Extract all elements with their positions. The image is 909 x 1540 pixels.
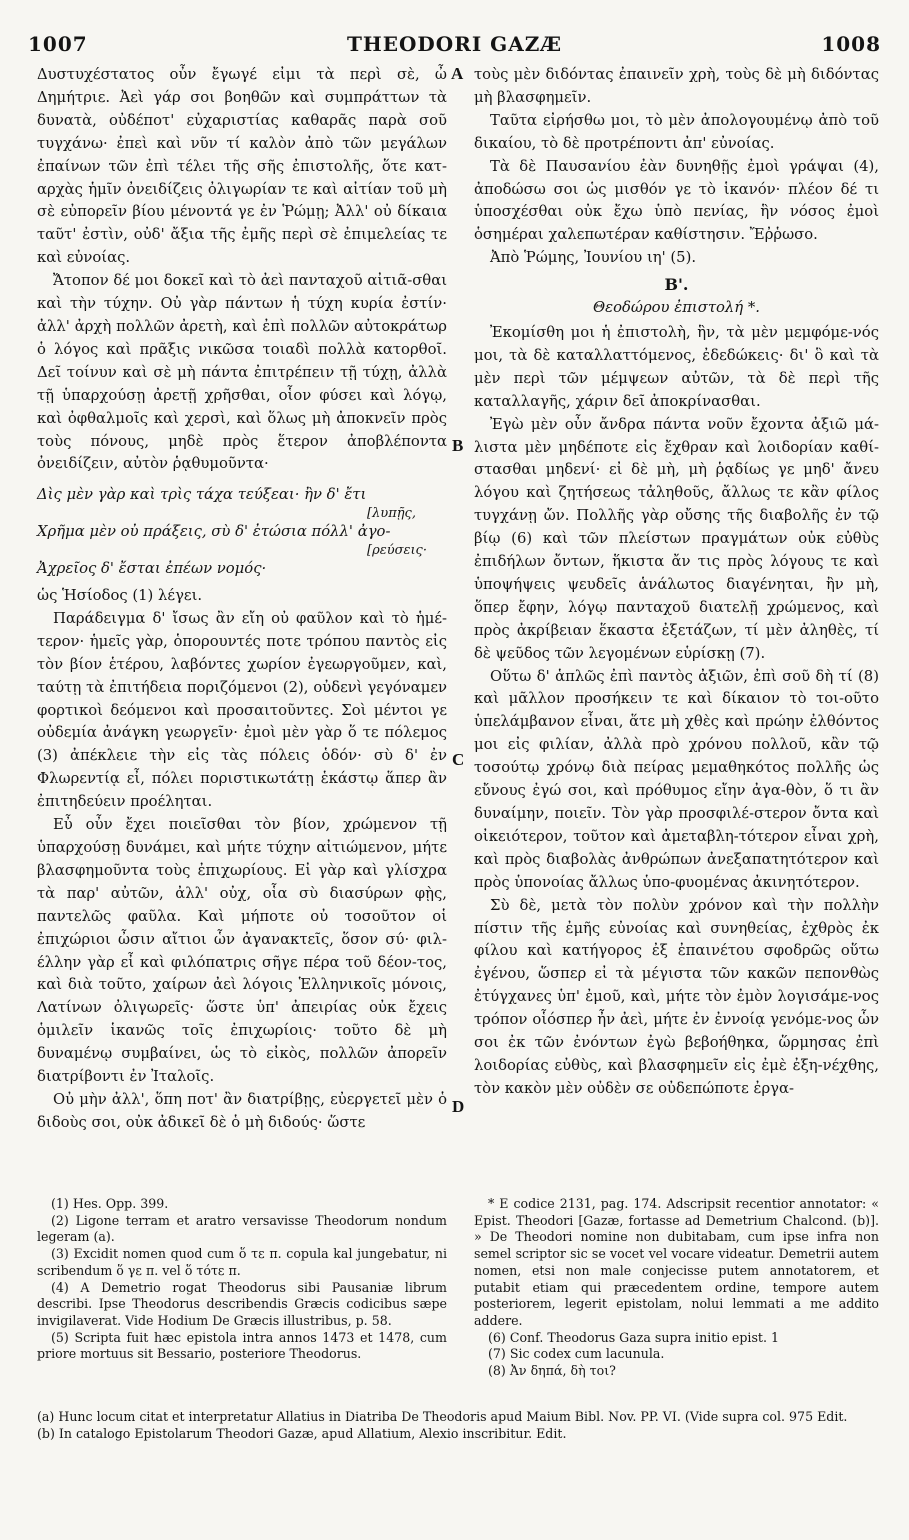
verse-line-3: Ἀχρεῖος δ' ἔσται ἐπέων νομός· [37, 560, 267, 578]
verse-side-2: [ρεύσεις· [367, 543, 427, 559]
footnote-5: (5) Scripta fuit hæc epistola intra annos 1473 et 1478, cum priore mortuus sit Bessario, posteriore Theodorus. [37, 1329, 447, 1362]
running-title: THEODORI GAZÆ [346, 32, 563, 56]
left-paragraph-5: Εὖ οὖν ἔχει ποιεῖσθαι τὸν βίον, χρώμενον τῇ ὑπαρχούσῃ δυνάμει, καὶ μήτε τύχην αἰτιώμενον, μήτε βλασφημοῦντα τοὺς ἐπιχωρίους. Εἰ γὰρ καὶ γλίσχρα τὰ παρ' αὐτῶν, ἀλλ' οὐχ, οἷα σὺ διασύρων φῂς, παντελῶς φαῦλα. Καὶ μήποτε οὐ τοσοῦτον οἱ ἐπιχώριοι ὦσιν αἴτιοι ὧν ἀγανακτεῖς, ὅσον σύ· φιλ-έλλην γὰρ εἶ καὶ φιλόπατρις σῆγε πέρα τοῦ δέον-τος, καὶ διὰ τοῦτο, χαίρων ἀεὶ λόγοις Ἑλληνικοῖς μόνοις, Λατίνων ὀλιγωρεῖς· ὥστε ὑπ' ἀπειρίας οὐκ ἔχεις ὁμιλεῖν ἱκανῶς τοῖς ἐπιχωρίοις· τοῦτο δὲ μὴ δυναμένῳ συμβαίνει, ὡς τὸ εἰκὸς, πολλῶν ἀπορεῖν διατρίβοντι ἐν Ἰταλοῖς. [37, 816, 447, 1086]
page-number-left: 1007 [28, 32, 88, 56]
margin-letter-a: A [451, 64, 464, 83]
right-paragraph-5: Ἐκομίσθη μοι ἡ ἐπιστολὴ, ἣν, τὰ μὲν μεμφόμε-νός μοι, τὰ δὲ καταλλαττόμενος, ἐδεδώκεις· δι' ὃ καὶ τὰ μὲν περὶ τῶν μέμψεων αὐτῶν, τὰ δὲ περὶ τῆς καταλλαγῆς, χάριν δεῖ ἀποκρίνασθαι. [474, 323, 879, 410]
verse-line-1: Δὶς μὲν γὰρ καὶ τρὶς τάχα τεύξεαι· ἢν δ' ἔτι [37, 486, 367, 504]
footnote-7: (7) Sic codex cum lacunula. [488, 1346, 665, 1362]
page-header [28, 26, 881, 56]
footnotes-left [37, 1196, 447, 1363]
footnote-1: (1) Hes. Opp. 399. [51, 1196, 169, 1211]
page-number-right: 1008 [821, 32, 881, 56]
right-paragraph-6: Ἐγὼ μὲν οὖν ἄνδρα πάντα νοῦν ἔχοντα ἀξιῶ μά-λιστα μὲν μηδέποτε εἰς ἔχθραν καὶ λοιδορίαν καθί-στασθαι μηδενί· εἰ δὲ μὴ, μὴ ῥᾳδίως γε μηδ' ἄνευ λόγου καὶ ζητήσεως τἀληθοῦς, ἄλλως τε κἂν φίλος τυγχάνῃ ὤν. Πολλῆς γὰρ οὔσης τῆς διαβολῆς ἐν τῷ βίῳ (6) καὶ τῶν πλείστων πραγμάτων οὐκ εὐθὺς ἐπιδήλων ὄντων, ἥκιστα ἄν τις πρὸς λόγους τε καὶ ὑποψήψεις ψευδεῖς ἁνάλωτος διαγένηται, ἢν μὴ, ὅπερ ἔφην, λόγῳ πανταχοῦ διατελῇ χρώμενος, καὶ πρὸς ἀκρίβειαν ἕκαστα ἐξετάζων, τί μὲν ἀληθὲς, τί δὲ ψεῦδος τῶν λεγομένων εὑρίσκῃ (7). [474, 415, 879, 662]
left-paragraph-6: Οὐ μὴν ἀλλ', ὅπη ποτ' ἂν διατρίβῃς, εὐεργετεῖ μὲν ὁ διδοὺς σοι, οὐκ ἀδικεῖ δὲ ὁ μὴ διδούς· ὥστε [37, 1090, 447, 1131]
footnote-3: (3) Excidit nomen quod cum ὅ τε π. copula kal jungebatur, ni scribendum ὅ γε π. vel ὅ τότε π. [37, 1246, 447, 1278]
right-paragraph-4: Ἀπὸ Ῥώμης, Ἰουνίου ιη' (5). [490, 249, 697, 267]
hesiod-verse [37, 484, 447, 581]
editor-note-a: (a) Hunc locum citat et interpretatur Allatius in Diatriba De Theodoris apud Maium Bibl. Nov. PP. VI. (Vide supra col. 975 Edit. [37, 1409, 848, 1424]
left-paragraph-3: ὡς Ἡσίοδος (1) λέγει. [37, 587, 203, 605]
right-paragraph-3: Τὰ δὲ Παυσανίου ἐὰν δυνηθῇς ἐμοὶ γράψαι (4), ἀποδώσω σοι ὡς μισθόν γε τὸ ἱκανόν· πλέον δέ τι ὑποσχέσθαι οὐκ ἔχω ὑπὸ πενίας, ἣν νόσος ἐμοὶ ὁσημέραι χαλεπωτέραν καθίστησιν. Ἔῤῥωσο. [474, 157, 879, 244]
left-column [37, 64, 447, 1135]
left-paragraph-1: Δυστυχέστατος οὖν ἔγωγέ εἰμι τὰ περὶ σὲ, ὦ Δημήτριε. Ἀεὶ γάρ σοι βοηθῶν καὶ συμπράττων τὰ δυνατὰ, οὐδέποτ' εὐχαριστίας καθαρᾶς παρὰ σοῦ τυγχάνω· ἐπεὶ καὶ νῦν τί καλὸν ἀπὸ τῶν μεγάλων ἐπαίνων τῶν ἐπὶ τέλει τῆς σῆς ἐπιστολῆς, ὅτε κατ-αρχὰς ἡμῖν ὀνειδίζεις ὀλιγωρίαν τε καὶ αἰτίαν τοῦ μὴ σὲ εὐπορεῖν βίου μένοντά γε ἐν Ῥώμῃ; Ἀλλ' οὐ δίκαια ταῦτ' ἐστὶν, οὐδ' ἄξια τῆς ἐμῆς περὶ σὲ ἐπιμελείας τε καὶ εὐνοίας. [37, 66, 447, 267]
footnote-2: (2) Ligone terram et aratro versavisse Theodorum nondum legeram (a). [37, 1212, 447, 1245]
right-paragraph-7: Οὕτω δ' ἁπλῶς ἐπὶ παντὸς ἀξιῶν, ἐπὶ σοῦ δὴ τί (8) καὶ μᾶλλον προσήκειν τε καὶ δίκαιον τὸ τοι-οῦτο ὑπελάμβανον εἶναι, ἅτε μὴ χθὲς καὶ πρώην ἐλθόντος μοι εἰς φιλίαν, ἀλλὰ πρὸ χρόνου πολλοῦ, κἂν τῷ τοσούτῳ χρόνῳ διὰ πείρας μεμαθηκότος πολλῆς ὡς εὔνους ἐγώ σοι, καὶ πρόθυμος εἴην ἀγα-θὸν, ὅ τι ἂν δυναίμην, ποιεῖν. Τὸν γὰρ προσφιλέ-στερον ὄντα καὶ οἰκειότερον, τοῦτον καὶ ἀμεταβλη-τότερον εἶναι χρὴ, καὶ πρὸς διαβολὰς ἀνθρώπων ἀνεξαπατητότερον καὶ πρὸς ὑπονοίας ἄλλως ὑπο-φυομένας ἀκινητότερον. [474, 667, 879, 891]
verse-side-1: [λυπῇς, [367, 506, 416, 522]
verse-line-2: Χρῆμα μὲν οὐ πράξεις, σὺ δ' ἐτώσια πόλλ' ἀγο- [37, 523, 391, 541]
footnote-6: (6) Conf. Theodorus Gaza supra initio epist. 1 [488, 1329, 779, 1345]
letter-number: B'. [664, 275, 689, 295]
right-column [474, 64, 879, 1101]
footnote-star: * E codice 2131, pag. 174. Adscripsit recentior annotator: « Epist. Theodori [Gazæ, fortasse ad Demetrium Chalcond. (b)]. » De Theodori nomine non dubitabam, cum ipse infra non semel scriptor sic se vocet vel vocare videatur. Demetrii autem nomen, etsi non male conjecisse putem annotatorem, et putabit etiam qui præcedentem ordine, tempore autem posteriorem, legerit epistolam, nolui lemmati a me addito addere. [474, 1196, 879, 1328]
editor-note-b: (b) In catalogo Epistolarum Theodori Gazæ, apud Allatium, Alexio inscribitur. Edit. [37, 1426, 567, 1441]
margin-letter-d: D [452, 1097, 465, 1116]
left-paragraph-4: Παράδειγμα δ' ἴσως ἂν εἴη οὐ φαῦλον καὶ τὸ ἡμέ-τερον· ἡμεῖς γὰρ, ὁπορουντές ποτε τρόπου παντὸς εἰς τὸν βίον ἑτέρου, λαβόντες χωρίον ἐγεωργοῦμεν, καὶ, ταύτῃ τὰ ἐπιτήδεια ποριζόμενοι (2), οὐδενὶ γεγόναμεν φορτικοὶ δεόμενοι καὶ προσαιτοῦντες. Σοὶ μέντοι γε οὐδεμία ἀνάγκη γεωργεῖν· ἐμοὶ μὲν γὰρ ὅ τε πόλεμος (3) ἀπέκλειε τὴν εἰς τὰς πόλεις ὁδόν· σὺ δ' ἐν Φλωρεντίᾳ εἶ, πόλει ποριστικωτάτῃ ἑκάστῳ ἅπερ ἂν ἐπιτηδεύειν προέληται. [37, 609, 447, 811]
footnote-4: (4) A Demetrio rogat Theodorus sibi Pausaniæ librum describi. Ipse Theodorus describendis Græcis codicibus sæpe invigilaverat. Vide Hodium De Græcis illustribus, p. 58. [37, 1279, 447, 1328]
margin-letter-c: C [452, 750, 465, 769]
footnotes-right [474, 1196, 879, 1380]
editor-notes [37, 1408, 879, 1442]
left-paragraph-2: Ἄτοπον δέ μοι δοκεῖ καὶ τὸ ἀεὶ πανταχοῦ αἰτιᾶ-σθαι καὶ τὴν τύχην. Οὐ γὰρ πάντων ἡ τύχη κυρία ἐστίν· ἀλλ' ἀρχὴ πολλῶν ἀρετὴ, καὶ ἐπὶ πολλῶν αὐτοκράτωρ ὁ λόγος καὶ πρᾶξις νικῶσα τοιαδὶ πολλὰ κατορθοῖ. Δεῖ τοίνυν καὶ σὲ μὴ πάντα ἐπιτρέπειν τῇ τύχῃ, ἀλλὰ τῇ ὑπαρχούσῃ ἀρετῇ χρῆσθαι, οἷον φύσει καὶ λόγῳ, καὶ ὀφθαλμοῖς καὶ χερσὶ, καὶ ὅλως μὴ ἀποκνεῖν πρὸς τοὺς πόνους, μηδὲ πρὸς ἕτερον ἀποβλέποντα ὀνειδίζειν, αὐτὸν ῥᾳθυμοῦντα· [37, 272, 447, 473]
footnote-8: (8) Ἀν δηπά, δὴ τοι? [488, 1363, 616, 1379]
letter-title: Θεοδώρου ἐπιστολή *. [593, 299, 760, 317]
right-paragraph-2: Ταῦτα εἰρήσθω μοι, τὸ μὲν ἀπολογουμένῳ ἀπὸ τοῦ δικαίου, τὸ δὲ προτρέποντι ἀπ' εὐνοίας. [474, 111, 879, 152]
right-paragraph-8: Σὺ δὲ, μετὰ τὸν πολὺν χρόνον καὶ τὴν πολλὴν πίστιν τῆς ἐμῆς εὐνοίας καὶ συνηθείας, ἐχθρὸς ἐκ φίλου καὶ κατήγορος ἐξ ἐπαινέτου σφοδρῶς οὕτω ἐγένου, ὥσπερ εἰ τὰ μέγιστα τῶν κακῶν πεπονθὼς ἐτύγχανες ὑπ' ἐμοῦ, καὶ, μήτε τὸν ἐμὸν λογισάμε-νος τρόπον οἷόσπερ ἦν ἀεὶ, μήτε ἐν ἐννοίᾳ γενόμε-νος ὧν σοι ἐκ τῶν ἐνόντων ἐγὼ βεβοήθηκα, ὥρμησας ἐπὶ λοιδορίας εὐθὺς, καὶ βλασφημεῖν εἰς ἐμὲ ἐξη-νέχθης, τὸν κακὸν μὲν οὐδὲν σε οὐδεπώποτε ἐργα- [474, 896, 879, 1097]
right-paragraph-1: τοὺς μὲν διδόντας ἐπαινεῖν χρὴ, τοὺς δὲ μὴ διδόντας μὴ βλασφημεῖν. [474, 66, 879, 106]
margin-letter-b: B [452, 436, 464, 455]
